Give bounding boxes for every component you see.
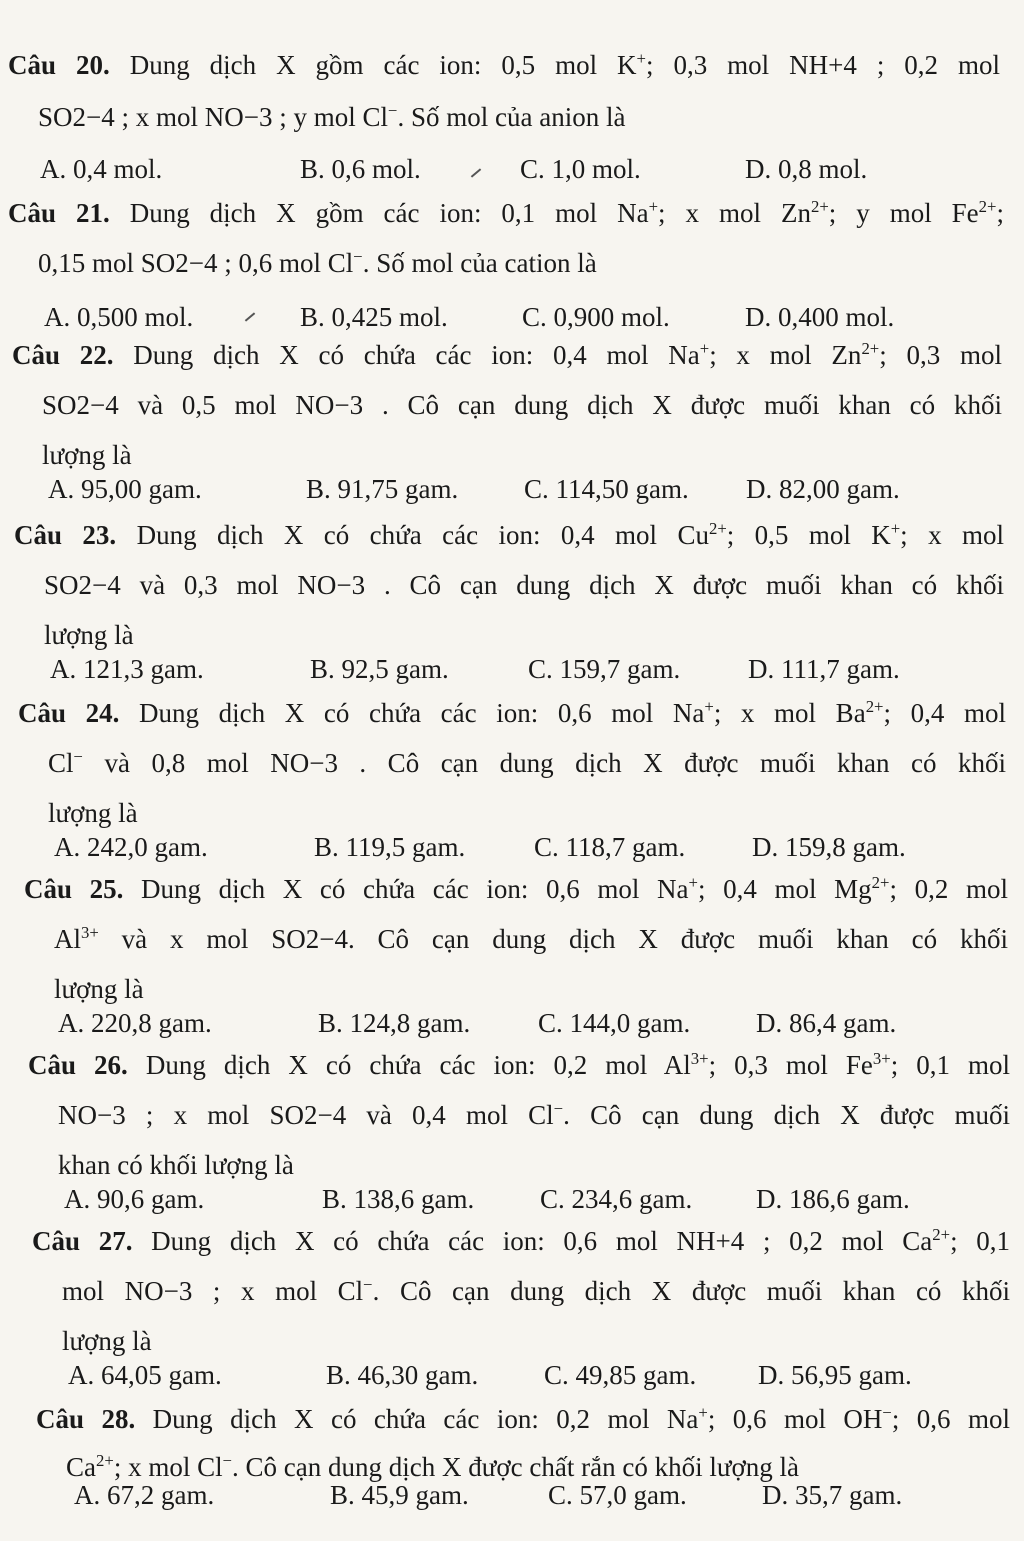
- question-text-line: [48, 796, 1006, 830]
- answer-option-a[interactable]: A. 121,3 gam.: [50, 654, 204, 684]
- answer-option-d[interactable]: D. 35,7 gam.: [762, 1480, 903, 1510]
- question-text-line: [62, 1324, 1010, 1358]
- answer-option-c[interactable]: C. 118,7 gam.: [534, 832, 686, 862]
- question-text-line: [54, 972, 1008, 1006]
- question-text-line: [32, 1224, 1010, 1258]
- question-stem: mol NO−3 ; x mol Cl−. Cô cạn dung dịch X được muối khan có khối: [62, 1275, 1011, 1306]
- answer-option-a[interactable]: A. 95,00 gam.: [48, 474, 202, 504]
- question-stem: Dung dịch X gồm các ion: 0,1 mol Na+; x mol $Zn^{2+}$; y mol $Fe^{2+}$;: [109, 197, 1004, 228]
- question-label: Câu 22.: [12, 340, 114, 370]
- answer-option-d[interactable]: D. 0,8 mol.: [745, 154, 868, 184]
- question-label: Câu 21.: [8, 198, 110, 228]
- answer-option-c[interactable]: C. 144,0 gam.: [538, 1008, 691, 1038]
- answer-option-b[interactable]: B. 92,5 gam.: [310, 654, 449, 684]
- answer-option-d[interactable]: D. 56,95 gam.: [758, 1360, 912, 1390]
- question-stem: khan có khối lượng là: [58, 1150, 294, 1180]
- answer-options: [0, 300, 1024, 334]
- answer-option-d[interactable]: D. 159,8 gam.: [752, 832, 906, 862]
- question-stem: Dung dịch X có chứa các ion: 0,6 mol Na+; x mol $Ba^{2+}$; 0,4 mol: [119, 697, 1006, 728]
- answer-option-a[interactable]: A. 67,2 gam.: [74, 1480, 215, 1510]
- answer-options: [0, 1358, 1024, 1392]
- question-text-line: [28, 1048, 1010, 1082]
- answer-option-c[interactable]: C. 0,900 mol.: [522, 302, 670, 332]
- answer-options: [0, 472, 1024, 506]
- question-label: Câu 24.: [18, 698, 120, 728]
- question-stem: lượng là: [48, 798, 138, 828]
- answer-option-c[interactable]: C. 49,85 gam.: [544, 1360, 697, 1390]
- answer-options: [0, 1182, 1024, 1216]
- answer-option-d[interactable]: D. 86,4 gam.: [756, 1008, 897, 1038]
- question-text-line: [14, 518, 1004, 552]
- question-stem: $Al^{3+}$ và x mol SO2−4. Cô cạn dung dịch X được muối khan có khối: [54, 923, 1008, 954]
- answer-options: [0, 830, 1024, 864]
- question-stem: lượng là: [42, 440, 132, 470]
- answer-option-b[interactable]: B. 124,8 gam.: [318, 1008, 471, 1038]
- question-stem: 0,15 mol SO2−4 ; 0,6 mol Cl−. Số mol của cation là: [38, 247, 597, 278]
- question-stem: Cl− và 0,8 mol NO−3 . Cô cạn dung dịch X được muối khan có khối: [48, 747, 1007, 778]
- answer-option-c[interactable]: C. 234,6 gam.: [540, 1184, 693, 1214]
- question-text-line: [62, 1274, 1010, 1308]
- question-stem: $Ca^{2+}$; x mol Cl−. Cô cạn dung dịch X được chất rắn có khối lượng là: [66, 1451, 799, 1482]
- question-text-line: [18, 696, 1006, 730]
- answer-option-a[interactable]: A. 0,4 mol.: [40, 154, 163, 184]
- answer-option-b[interactable]: B. 91,75 gam.: [306, 474, 459, 504]
- question-stem: Dung dịch X có chứa các ion: 0,6 mol Na+; 0,4 mol $Mg^{2+}$; 0,2 mol: [123, 873, 1008, 904]
- question-stem: Dung dịch X có chứa các ion: 0,4 mol Na+; x mol $Zn^{2+}$; 0,3 mol: [113, 339, 1002, 370]
- answer-option-c[interactable]: C. 1,0 mol.: [520, 154, 641, 184]
- question-stem: Dung dịch X có chứa các ion: 0,2 mol $Al^{3+}$; 0,3 mol $Fe^{3+}$; 0,1 mol: [127, 1049, 1010, 1080]
- answer-option-a[interactable]: A. 0,500 mol.: [44, 302, 194, 332]
- question-stem: SO2−4 ; x mol NO−3 ; y mol Cl−. Số mol của anion là: [38, 101, 626, 132]
- question-text-line: [48, 746, 1006, 780]
- question-text-line: [8, 48, 1000, 82]
- question-text-line: [58, 1098, 1010, 1132]
- answer-option-a[interactable]: A. 242,0 gam.: [54, 832, 208, 862]
- answer-option-b[interactable]: B. 46,30 gam.: [326, 1360, 479, 1390]
- answer-option-c[interactable]: C. 57,0 gam.: [548, 1480, 687, 1510]
- answer-option-d[interactable]: D. 82,00 gam.: [746, 474, 900, 504]
- question-label: Câu 20.: [8, 50, 110, 80]
- question-stem: SO2−4 và 0,5 mol NO−3 . Cô cạn dung dịch X được muối khan có khối: [42, 390, 1003, 420]
- question-text-line: [24, 872, 1008, 906]
- question-text-line: [42, 388, 1002, 422]
- question-text-line: [58, 1148, 1010, 1182]
- question-label: Câu 26.: [28, 1050, 128, 1080]
- question-text-line: [36, 1402, 1010, 1436]
- answer-option-b[interactable]: B. 119,5 gam.: [314, 832, 466, 862]
- question-stem: Dung dịch X gồm các ion: 0,5 mol K+; 0,3 mol NH+4 ; 0,2 mol: [109, 49, 1000, 80]
- answer-options: [0, 652, 1024, 686]
- question-text-line: [38, 246, 1004, 280]
- answer-option-b[interactable]: B. 138,6 gam.: [322, 1184, 475, 1214]
- question-text-line: [12, 338, 1002, 372]
- answer-options: [0, 1006, 1024, 1040]
- answer-option-d[interactable]: D. 186,6 gam.: [756, 1184, 910, 1214]
- question-stem: lượng là: [62, 1326, 152, 1356]
- question-text-line: [42, 438, 1002, 472]
- answer-option-d[interactable]: D. 111,7 gam.: [748, 654, 900, 684]
- answer-option-b[interactable]: B. 0,6 mol.: [300, 154, 421, 184]
- answer-option-d[interactable]: D. 0,400 mol.: [745, 302, 895, 332]
- question-label: Câu 23.: [14, 520, 117, 550]
- question-stem: lượng là: [44, 620, 134, 650]
- answer-option-c[interactable]: C. 114,50 gam.: [524, 474, 689, 504]
- answer-option-b[interactable]: B. 0,425 mol.: [300, 302, 448, 332]
- question-text-line: [44, 618, 1004, 652]
- answer-option-c[interactable]: C. 159,7 gam.: [528, 654, 681, 684]
- answer-option-a[interactable]: A. 220,8 gam.: [58, 1008, 212, 1038]
- answer-option-a[interactable]: A. 64,05 gam.: [68, 1360, 222, 1390]
- question-label: Câu 25.: [24, 874, 124, 904]
- question-stem: NO−3 ; x mol SO2−4 và 0,4 mol Cl−. Cô cạn dung dịch X được muối: [58, 1099, 1011, 1130]
- question-label: Câu 28.: [36, 1404, 136, 1434]
- question-stem: lượng là: [54, 974, 144, 1004]
- answer-option-b[interactable]: B. 45,9 gam.: [330, 1480, 469, 1510]
- question-text-line: [44, 568, 1004, 602]
- question-text-line: [8, 196, 1004, 230]
- question-text-line: [38, 100, 1000, 134]
- answer-option-a[interactable]: A. 90,6 gam.: [64, 1184, 205, 1214]
- answer-options: [0, 152, 1024, 186]
- question-stem: Dung dịch X có chứa các ion: 0,6 mol NH+4 ; 0,2 mol $Ca^{2+}$; 0,1: [132, 1225, 1011, 1256]
- question-stem: Dung dịch X có chứa các ion: 0,4 mol $Cu^{2+}$; 0,5 mol K+; x mol: [116, 519, 1004, 550]
- question-label: Câu 27.: [32, 1226, 133, 1256]
- question-text-line: [54, 922, 1008, 956]
- question-stem: Dung dịch X có chứa các ion: 0,2 mol Na+; 0,6 mol OH−; 0,6 mol: [135, 1403, 1010, 1434]
- answer-options: [0, 1478, 1024, 1512]
- question-stem: SO2−4 và 0,3 mol NO−3 . Cô cạn dung dịch X được muối khan có khối: [44, 570, 1005, 600]
